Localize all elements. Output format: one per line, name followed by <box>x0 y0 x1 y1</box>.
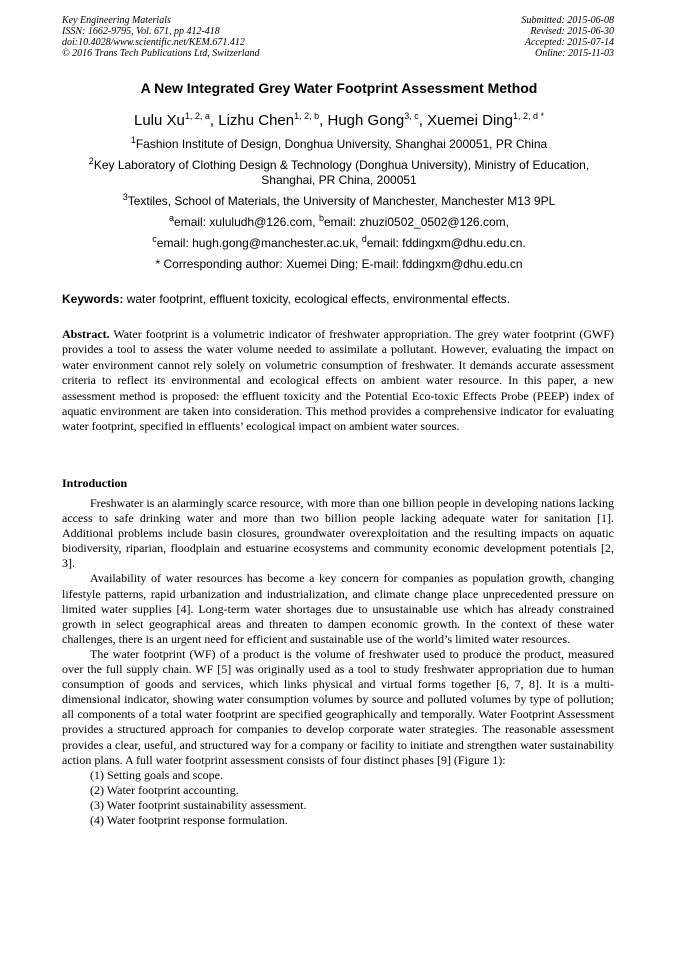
list-item: (2) Water footprint accounting. <box>90 782 239 797</box>
email-author-a[interactable]: email: xululudh@126.com, <box>174 215 319 229</box>
date-accepted: Accepted: 2015-07-14 <box>524 37 614 48</box>
keywords-text: water footprint, effluent toxicity, ecological effects, environmental effects. <box>123 292 511 306</box>
affiliation-sup: 2 <box>88 156 94 166</box>
keywords <box>62 292 616 306</box>
author-name: Xuemei Ding <box>427 112 513 129</box>
email-author-d[interactable]: email: fddingxm@dhu.edu.cn. <box>366 236 526 250</box>
section-heading-introduction: Introduction <box>62 476 128 490</box>
date-submitted: Submitted: 2015-06-08 <box>521 15 614 26</box>
affiliation-text: Key Laboratory of Clothing Design & Technology (Donghua University), Ministry of Education, <box>93 158 590 172</box>
email-author-b[interactable]: email: zhuzi0502_0502@126.com, <box>323 215 509 229</box>
affiliation-sup: 1 <box>130 135 136 145</box>
list-item: (4) Water footprint response formulation. <box>90 812 288 827</box>
email-line-2 <box>62 236 616 251</box>
abstract <box>62 327 614 435</box>
list-item: (3) Water footprint sustainability assessment. <box>90 797 307 812</box>
author-separator: , <box>418 112 428 129</box>
affiliation-sup: 3 <box>122 192 128 202</box>
author-name: Lizhu Chen <box>218 112 295 129</box>
author-affiliation-sup: 3, c <box>404 111 419 121</box>
email-line-1 <box>62 215 616 230</box>
email-sup: b <box>318 213 324 223</box>
journal-info <box>62 15 260 59</box>
author-affiliation-sup: 1, 2, a <box>184 111 210 121</box>
paragraph: The water footprint (WF) of a product is the volume of freshwater used to produce the product, measured over the full supply chain. WF [5] was originally used as a tool to study freshwater appropriation due to human consumption of goods and services, which links physical and virtual forms together [6, 7, 8]. It is a multi-dimensional indicator, showing water consumption volumes by source and polluted volumes by type of pollution; all components of a total water footprint are specified geographically and temporally. Water Footprint Assessment provides a structured approach for companies to develop corporate water strategies. The reasonable assessment provides a clear, useful, and structured way for a company or facility to initiate and strengthen water sustainability action plans. A full water footprint assessment consists of four distinct phases [9] (Figure 1): <box>62 646 614 767</box>
author-name: Lulu Xu <box>133 112 185 129</box>
keywords-label: Keywords: <box>62 292 124 306</box>
affiliation-text-line2: Shanghai, PR China, 200051 <box>261 173 417 187</box>
date-online: Online: 2015-11-03 <box>535 48 614 59</box>
paragraph: Availability of water resources has become a key concern for companies as population growth, changing lifestyle patterns, rapid urbanization and industrialization, and climate change place unprecedented pressure on limited water supplies [4]. Long-term water shortages due to unsustainable use which has already constrained growth in select geographical areas and threaten to dampen economic growth. In the context of these water challenges, there is an urgent need for efficient and sustainable use of the world’s limited water resources. <box>62 571 614 646</box>
affiliation-text: Textiles, School of Materials, the University of Manchester, Manchester M13 9PL <box>127 194 556 208</box>
introduction-body <box>62 496 614 828</box>
email-sup: c <box>152 234 157 244</box>
author-affiliation-sup: 1, 2, b <box>294 111 320 121</box>
submission-dates <box>522 15 615 59</box>
abstract-label: Abstract. <box>62 327 110 341</box>
author-separator: , <box>319 112 328 129</box>
affiliation-3 <box>62 194 616 209</box>
author-name: Hugh Gong <box>327 112 405 129</box>
journal-issn: ISSN: 1662-9795, Vol. 671, pp 412-418 <box>62 26 220 37</box>
journal-name: Key Engineering Materials <box>62 15 171 26</box>
abstract-text: Water footprint is a volumetric indicator of freshwater appropriation. The grey water footprint (GWF) provides a tool to assess the water volume needed to assimilate a pollutant. However, evaluating the impact on water environment cannot rely solely on volumetric consumption of freshwater. It demands accurate assessment criteria to reflect its environmental and ecological effects on ambient water resource. In this paper, a new assessment method is proposed: the effluent toxicity and the Potential Eco-toxic Effects Probe (PEEP) index of aquatic environment are taken into consideration. This method provides a comprehensive indicator for evaluating water footprint, specified in effluents’ ecological impact on ambient water sources. <box>62 327 614 434</box>
paragraph: Freshwater is an alarmingly scarce resource, with more than one billion people in developing nations lacking access to safe drinking water and more than two billion people lacking adequate water for sanitation [1]. Additional problems include basin closures, groundwater overexploitation and the resulting impacts on aquatic biodiversity, riparian, floodplain and estuarine ecosystems and community economic development potentials [2, 3]. <box>62 496 614 571</box>
affiliation-1 <box>62 137 616 152</box>
author-affiliation-sup: 1, 2, d * <box>512 111 545 121</box>
journal-copyright: © 2016 Trans Tech Publications Ltd, Switzerland <box>62 48 260 59</box>
date-revised: Revised: 2015-06-30 <box>530 26 614 37</box>
email-author-c[interactable]: email: hugh.gong@manchester.ac.uk, <box>156 236 362 250</box>
email-sup: a <box>169 213 175 223</box>
affiliation-text: Fashion Institute of Design, Donghua University, Shanghai 200051, PR China <box>135 137 548 151</box>
paper-title: A New Integrated Grey Water Footprint Assessment Method <box>140 80 538 96</box>
author-list <box>0 112 678 129</box>
journal-doi[interactable]: doi:10.4028/www.scientific.net/KEM.671.412 <box>62 37 245 48</box>
author-separator: , <box>209 112 219 129</box>
affiliation-2 <box>62 158 616 188</box>
corresponding-author: * Corresponding author: Xuemei Ding; E-mail: fddingxm@dhu.edu.cn <box>155 257 523 271</box>
email-sup: d <box>361 234 367 244</box>
list-item: (1) Setting goals and scope. <box>90 767 223 782</box>
